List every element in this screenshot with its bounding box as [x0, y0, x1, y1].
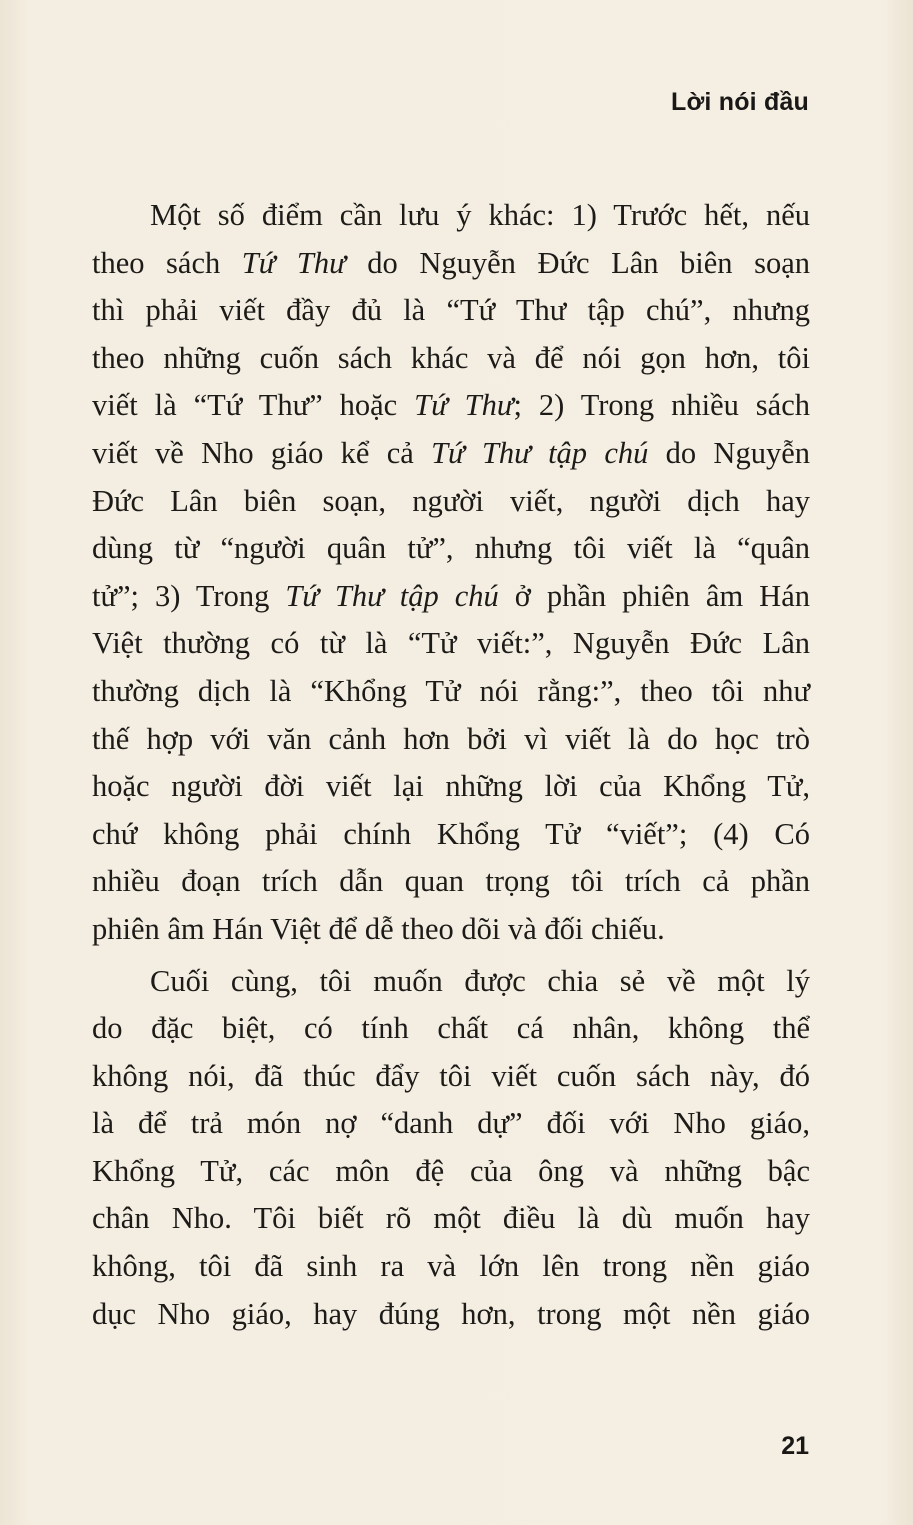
text-line	[92, 382, 810, 430]
text-line	[92, 525, 810, 573]
text-line	[92, 287, 810, 335]
text-run: theo những cuốn sách khác và để nói gọn hơn, tôi	[92, 340, 810, 375]
text-line	[92, 620, 810, 668]
paragraph	[92, 958, 810, 1339]
italic-title: Tứ Thư tập chú	[285, 578, 499, 613]
text-run: ; 2) Trong nhiều sách	[513, 388, 810, 423]
text-run: không, tôi đã sinh ra và lớn lên trong nền giáo	[92, 1249, 810, 1284]
text-run: viết về Nho giáo kể cả	[92, 435, 432, 470]
text-run: hoặc người đời viết lại những lời của Khổng Tử,	[92, 769, 810, 804]
running-header: Lời nói đầu	[670, 88, 809, 116]
text-line	[92, 1291, 810, 1339]
text-line	[92, 668, 810, 716]
text-run: tử”; 3) Trong	[92, 578, 286, 613]
italic-title: Tứ Thư tập chú	[431, 435, 649, 470]
text-line	[92, 240, 810, 288]
text-line	[92, 192, 810, 240]
text-run: theo sách	[92, 245, 242, 280]
text-run: do Nguyễn Đức Lân biên soạn	[345, 245, 810, 280]
text-run: Đức Lân biên soạn, người viết, người dịch hay	[92, 483, 810, 518]
text-run: Việt thường có từ là “Tử viết:”, Nguyễn Đức Lân	[92, 626, 810, 661]
text-run: do đặc biệt, có tính chất cá nhân, không thể	[92, 1011, 810, 1046]
text-line	[92, 1053, 810, 1101]
text-run: chứ không phải chính Khổng Tử “viết”; (4) Có	[92, 816, 810, 851]
text-line	[92, 1195, 810, 1243]
text-line	[92, 958, 810, 1006]
text-line	[92, 573, 810, 621]
text-line	[92, 1243, 810, 1291]
italic-title: Tứ Thư	[241, 245, 346, 280]
text-run: ở phần phiên âm Hán	[498, 578, 810, 613]
text-run: thường dịch là “Khổng Tử nói rằng:”, theo tôi như	[92, 673, 810, 708]
text-run: Khổng Tử, các môn đệ của ông và những bậc	[92, 1153, 810, 1188]
text-line	[92, 763, 810, 811]
text-run: không nói, đã thúc đẩy tôi viết cuốn sách này, đó	[92, 1058, 810, 1093]
text-run: thế hợp với văn cảnh hơn bởi vì viết là do học trò	[92, 721, 810, 756]
page-number: 21	[781, 1432, 809, 1460]
text-line	[92, 430, 810, 478]
text-line	[92, 1148, 810, 1196]
text-line	[92, 335, 810, 383]
text-run: nhiều đoạn trích dẫn quan trọng tôi trích cả phần	[92, 864, 810, 899]
text-line	[92, 811, 810, 859]
text-line	[92, 478, 810, 526]
text-run: viết là “Tứ Thư” hoặc	[92, 388, 415, 423]
text-run: là để trả món nợ “danh dự” đối với Nho giáo,	[92, 1106, 810, 1141]
body-text	[92, 192, 810, 1338]
text-run: do Nguyễn	[648, 435, 810, 470]
text-run: thì phải viết đầy đủ là “Tứ Thư tập chú”, nhưng	[92, 293, 810, 328]
text-line	[92, 858, 810, 906]
italic-title: Tứ Thư	[414, 388, 514, 423]
text-run: dùng từ “người quân tử”, nhưng tôi viết là “quân	[92, 531, 810, 566]
text-run: chân Nho. Tôi biết rõ một điều là dù muốn hay	[92, 1201, 810, 1236]
text-run: phiên âm Hán Việt để dễ theo dõi và đối chiếu.	[92, 911, 665, 946]
text-run: Cuối cùng, tôi muốn được chia sẻ về một lý	[150, 963, 810, 998]
text-line	[92, 716, 810, 764]
text-line	[92, 1100, 810, 1148]
paragraph	[92, 192, 810, 954]
text-run: dục Nho giáo, hay đúng hơn, trong một nền giáo	[92, 1296, 810, 1331]
text-line	[92, 1005, 810, 1053]
text-run: Một số điểm cần lưu ý khác: 1) Trước hết, nếu	[150, 198, 810, 232]
text-line	[92, 906, 810, 954]
